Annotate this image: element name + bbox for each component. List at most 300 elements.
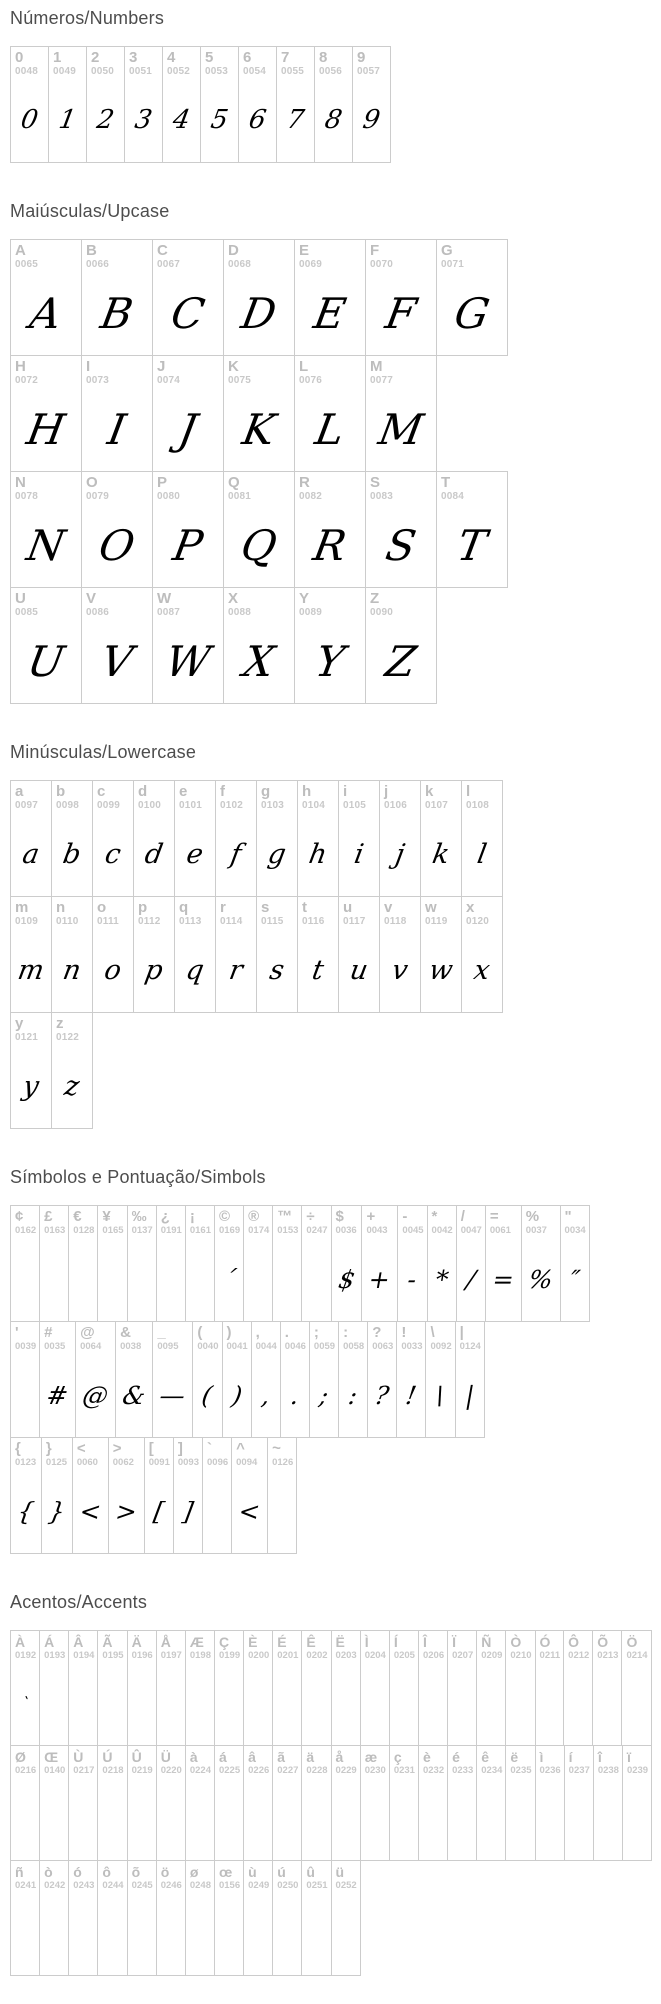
cell-head [302, 1631, 330, 1662]
cell-code: 0112 [138, 916, 161, 927]
cell-code: 0117 [343, 916, 366, 927]
cell-char-label: á [218, 1749, 227, 1765]
cell-glyph: t [309, 954, 327, 986]
cell-code: 0058 [343, 1341, 365, 1352]
cell-code: 0068 [228, 259, 252, 270]
cell-head [125, 47, 162, 78]
cell-char-label: _ [157, 1324, 166, 1341]
cell-code: 0205 [393, 1650, 415, 1661]
cell-head [134, 897, 174, 928]
cell-code: 0098 [56, 800, 80, 811]
cell-code: 0089 [299, 607, 323, 618]
cell-head [257, 897, 297, 928]
cell-glyph: > [113, 1496, 140, 1526]
cell-char-label: j [384, 783, 389, 800]
cell-head [462, 781, 502, 812]
cell-char-label: ; [313, 1324, 319, 1341]
cell-glyph: { [15, 1496, 37, 1526]
cell-glyph: y [20, 1070, 42, 1102]
cell-char-label: Ã [102, 1634, 113, 1650]
cell-code: 0220 [160, 1765, 182, 1776]
cell-char-label: Ê [306, 1634, 316, 1650]
cell-char-label: * [431, 1208, 438, 1225]
cell-code: 0097 [15, 800, 39, 811]
glyph-cell [152, 471, 224, 588]
cell-code: 0048 [15, 66, 39, 77]
cell-code: 0080 [157, 491, 181, 502]
cell-head [11, 1746, 39, 1777]
glyph-cell [314, 46, 353, 163]
cell-code: 0119 [425, 916, 448, 927]
cell-code: 0213 [597, 1650, 619, 1661]
cell-glyph: 4 [170, 105, 193, 135]
cell-glyph: $ [335, 1264, 358, 1294]
cell-head [223, 1322, 251, 1353]
cell-code: 0109 [15, 916, 39, 927]
glyph-cell [75, 1321, 116, 1438]
cell-head [224, 356, 294, 387]
cell-glyph: K [238, 404, 280, 454]
cell-head [462, 897, 502, 928]
glyph-cell [200, 46, 239, 163]
cell-code: 0045 [402, 1225, 424, 1236]
glyph-grid [10, 1630, 661, 1976]
cell-head [82, 356, 152, 387]
cell-code: 0202 [306, 1650, 328, 1661]
glyph-cell [152, 239, 224, 356]
cell-head [506, 1631, 534, 1662]
cell-head [157, 1206, 185, 1237]
glyph-grid [10, 1205, 661, 1554]
cell-char-label: ó [73, 1864, 82, 1880]
cell-char-label: & [120, 1324, 131, 1341]
glyph-row [10, 1437, 297, 1554]
cell-char-label: ÷ [306, 1208, 315, 1225]
cell-char-label: à [189, 1749, 198, 1765]
glyph-cell [379, 780, 421, 897]
cell-head [40, 1861, 68, 1892]
glyph-cell [365, 587, 437, 704]
cell-code: 0118 [384, 916, 407, 927]
glyph-cell [223, 587, 295, 704]
cell-glyph: % [526, 1264, 556, 1294]
cell-head [98, 1631, 126, 1662]
glyph-cell [256, 780, 298, 897]
cell-code: 0212 [568, 1650, 590, 1661]
cell-glyph: b [60, 838, 84, 870]
cell-head [76, 1322, 115, 1353]
cell-char-label: Ö [626, 1634, 638, 1650]
cell-code: 0246 [160, 1880, 182, 1891]
cell-head [153, 1322, 192, 1353]
cell-code: 0243 [73, 1880, 95, 1891]
cell-head [128, 1861, 156, 1892]
cell-head [522, 1206, 560, 1237]
cell-char-label: ` [207, 1440, 212, 1457]
cell-code: 0051 [129, 66, 153, 77]
cell-head [298, 781, 338, 812]
cell-head [98, 1746, 126, 1777]
cell-head [281, 1322, 309, 1353]
cell-head [361, 1631, 389, 1662]
cell-glyph: u [347, 954, 371, 986]
cell-code: 0103 [261, 800, 285, 811]
cell-head [82, 588, 152, 619]
cell-char-label: Ù [73, 1749, 84, 1765]
glyph-row [10, 1630, 652, 1746]
cell-head [594, 1746, 622, 1777]
cell-glyph: R [309, 520, 351, 570]
cell-char-label: < [76, 1440, 86, 1457]
cell-char-label: Õ [597, 1634, 609, 1650]
glyph-cell [10, 46, 49, 163]
cell-glyph: X [239, 636, 279, 686]
cell-code: 0235 [510, 1765, 532, 1776]
cell-code: 0195 [102, 1650, 124, 1661]
cell-glyph: B [97, 288, 137, 338]
cell-char-label: W [157, 590, 172, 607]
cell-char-label: m [15, 899, 29, 916]
cell-glyph: o [102, 954, 124, 986]
cell-head [98, 1206, 126, 1237]
cell-code: 0042 [431, 1225, 453, 1236]
cell-char-label: d [138, 783, 148, 800]
cell-char-label: X [228, 590, 239, 607]
cell-glyph: ´ [220, 1264, 238, 1294]
cell-char-label: B [86, 242, 97, 259]
cell-char-label: ã [277, 1749, 286, 1765]
cell-code: 0071 [441, 259, 465, 270]
cell-head [380, 781, 420, 812]
cell-glyph: 6 [246, 105, 269, 135]
cell-head [73, 1438, 108, 1469]
cell-char-label: Û [131, 1749, 142, 1765]
cell-char-label: ¿ [160, 1208, 170, 1225]
cell-head [273, 1746, 301, 1777]
cell-code: 0054 [243, 66, 267, 77]
cell-glyph: ″ [567, 1264, 582, 1294]
cell-glyph: 8 [322, 105, 345, 135]
glyph-row [10, 1321, 485, 1438]
cell-code: 0241 [15, 1880, 37, 1891]
cell-char-label: " [564, 1208, 572, 1225]
cell-glyph: n [60, 954, 84, 986]
cell-char-label: Æ [189, 1634, 204, 1650]
cell-code: 0107 [425, 800, 449, 811]
glyph-row [10, 780, 503, 897]
cell-char-label: ì [539, 1749, 544, 1765]
glyph-cell [81, 355, 153, 472]
cell-code: 0106 [384, 800, 408, 811]
cell-char-label: Ô [568, 1634, 580, 1650]
cell-char-label: % [525, 1208, 540, 1225]
cell-head [437, 240, 507, 271]
cell-code: 0162 [15, 1225, 37, 1236]
cell-code: 0248 [189, 1880, 211, 1891]
cell-glyph: ! [403, 1380, 419, 1410]
cell-glyph: # [44, 1380, 71, 1410]
cell-head [215, 1206, 243, 1237]
cell-char-label: ( [197, 1324, 203, 1341]
cell-code: 0039 [15, 1341, 37, 1352]
cell-head [622, 1631, 650, 1662]
cell-head [153, 240, 223, 271]
cell-glyph: - [405, 1264, 420, 1294]
cell-code: 0062 [112, 1457, 134, 1468]
cell-char-label: 6 [243, 49, 252, 66]
cell-glyph: e [184, 838, 206, 870]
cell-code: 0137 [131, 1225, 153, 1236]
cell-char-label: I [86, 358, 91, 375]
cell-glyph: @ [80, 1380, 111, 1410]
cell-head [203, 1438, 231, 1469]
cell-glyph: [ [151, 1496, 167, 1526]
cell-code: 0250 [277, 1880, 299, 1891]
glyph-cell [485, 1205, 522, 1322]
cell-glyph: ; [317, 1380, 331, 1410]
cell-head [339, 781, 379, 812]
cell-head [93, 897, 133, 928]
cell-code: 0239 [626, 1765, 649, 1776]
cell-code: 0234 [481, 1765, 503, 1776]
cell-head [380, 897, 420, 928]
cell-char-label: Å [160, 1634, 171, 1650]
glyph-row [10, 1012, 93, 1129]
cell-code: 0226 [248, 1765, 270, 1776]
cell-char-label: u [343, 899, 353, 916]
glyph-cell [331, 1860, 361, 1976]
cell-glyph: 3 [132, 105, 155, 135]
cell-char-label: K [228, 358, 239, 375]
cell-head [186, 1206, 214, 1237]
cell-char-label: ô [102, 1864, 111, 1880]
cell-glyph: + [366, 1264, 393, 1294]
glyph-cell [622, 1745, 652, 1861]
cell-code: 0035 [44, 1341, 66, 1352]
cell-code: 0120 [466, 916, 490, 927]
cell-glyph: J [175, 404, 201, 454]
cell-head [457, 1206, 485, 1237]
cell-char-label: ê [481, 1749, 490, 1765]
glyph-cell [51, 780, 93, 897]
cell-glyph: g [265, 838, 289, 870]
cell-head [11, 1861, 39, 1892]
cell-code: 0196 [131, 1650, 153, 1661]
cell-char-label: ? [372, 1324, 382, 1341]
section-lowercase [10, 742, 661, 1129]
cell-head [11, 781, 51, 812]
cell-code: 0087 [157, 607, 181, 618]
section-title: Números/Numbers [10, 8, 165, 28]
glyph-cell [420, 780, 462, 897]
cell-glyph: } [46, 1496, 68, 1526]
glyph-cell [365, 239, 437, 356]
cell-code: 0230 [364, 1765, 386, 1776]
cell-code: 0191 [160, 1225, 182, 1236]
glyph-cell [338, 780, 380, 897]
glyph-row [10, 1860, 361, 1976]
glyph-cell [81, 587, 153, 704]
cell-code: 0079 [86, 491, 110, 502]
cell-glyph: d [142, 838, 166, 870]
cell-char-label: í [568, 1749, 573, 1765]
cell-head [361, 1746, 389, 1777]
cell-code: 0093 [177, 1457, 199, 1468]
cell-head [366, 588, 436, 619]
cell-head [69, 1746, 97, 1777]
cell-glyph: V [97, 636, 137, 686]
cell-char-label: H [15, 358, 26, 375]
cell-code: 0110 [56, 916, 79, 927]
cell-head [277, 47, 314, 78]
cell-code: 0249 [248, 1880, 270, 1891]
cell-glyph: z [62, 1070, 82, 1102]
glyph-cell [51, 896, 93, 1013]
cell-head [232, 1438, 267, 1469]
cell-head [215, 1861, 243, 1892]
cell-char-label: = [489, 1208, 499, 1225]
cell-code: 0052 [167, 66, 191, 77]
glyph-cell [379, 896, 421, 1013]
cell-glyph: < [77, 1496, 104, 1526]
cell-head [302, 1861, 330, 1892]
cell-char-label: ï [626, 1749, 631, 1765]
cell-head [153, 356, 223, 387]
cell-char-label: â [248, 1749, 256, 1765]
cell-head [11, 356, 81, 387]
cell-char-label: T [441, 474, 451, 491]
cell-code: 0232 [422, 1765, 445, 1776]
cell-head [244, 1746, 272, 1777]
cell-glyph: P [169, 520, 207, 570]
cell-char-label: s [261, 899, 270, 916]
cell-glyph: O [95, 520, 139, 570]
cell-glyph: / [463, 1264, 478, 1294]
glyph-cell [461, 780, 503, 897]
cell-head [295, 588, 365, 619]
cell-glyph: f [228, 838, 244, 870]
cell-code: 0037 [525, 1225, 547, 1236]
cell-char-label: V [86, 590, 97, 607]
cell-char-label: # [44, 1324, 53, 1341]
glyph-cell [10, 355, 82, 472]
cell-code: 0209 [481, 1650, 503, 1661]
glyph-cell [215, 780, 257, 897]
cell-head [273, 1631, 301, 1662]
cell-char-label: t [302, 899, 307, 916]
cell-code: 0153 [277, 1225, 299, 1236]
cell-code: 0225 [218, 1765, 241, 1776]
cell-char-label: D [228, 242, 239, 259]
cell-char-label: 2 [91, 49, 100, 66]
cell-char-label: y [15, 1015, 24, 1032]
cell-code: 0229 [335, 1765, 357, 1776]
cell-code: 0094 [236, 1457, 258, 1468]
cell-char-label: Â [73, 1634, 84, 1650]
glyph-cell [10, 1012, 52, 1129]
cell-head [332, 1631, 360, 1662]
cell-code: 0101 [179, 800, 203, 811]
cell-char-label: ñ [15, 1864, 24, 1880]
cell-char-label: @ [80, 1324, 95, 1341]
glyph-cell [174, 780, 216, 897]
cell-char-label: > [112, 1440, 122, 1457]
glyph-cell [238, 46, 277, 163]
cell-code: 0219 [131, 1765, 153, 1776]
cell-char-label: A [15, 242, 26, 259]
cell-char-label: , [255, 1324, 260, 1341]
cell-char-label: c [97, 783, 106, 800]
cell-glyph: l [474, 838, 490, 870]
cell-head [332, 1861, 360, 1892]
section-uppercase [10, 201, 661, 704]
glyph-cell [297, 780, 339, 897]
cell-char-label: w [425, 899, 437, 916]
cell-char-label: £ [44, 1208, 53, 1225]
cell-head [561, 1206, 589, 1237]
cell-head [186, 1746, 214, 1777]
cell-glyph: 9 [360, 105, 383, 135]
cell-glyph: ( [199, 1380, 215, 1410]
cell-char-label: { [15, 1440, 21, 1457]
cell-glyph: & [120, 1380, 148, 1410]
cell-head [163, 47, 200, 78]
cell-code: 0069 [299, 259, 323, 270]
cell-glyph: r [226, 954, 246, 986]
cell-code: 0060 [76, 1457, 98, 1468]
cell-head [397, 1322, 425, 1353]
cell-head [82, 472, 152, 503]
cell-char-label: Ë [335, 1634, 345, 1650]
cell-code: 0206 [422, 1650, 445, 1661]
cell-glyph: < [236, 1496, 263, 1526]
cell-code: 0099 [97, 800, 121, 811]
glyph-cell [294, 587, 366, 704]
cell-char-label: 5 [205, 49, 214, 66]
cell-char-label: ) [226, 1324, 232, 1341]
cell-head [252, 1322, 280, 1353]
cell-head [93, 781, 133, 812]
cell-char-label: L [299, 358, 309, 375]
cell-head [456, 1322, 484, 1353]
glyph-grid [10, 239, 661, 704]
glyph-cell [81, 239, 153, 356]
cell-char-label: n [56, 899, 66, 916]
cell-code: 0046 [284, 1341, 306, 1352]
cell-char-label: N [15, 474, 26, 491]
glyph-cell [152, 587, 224, 704]
cell-glyph: I [104, 404, 130, 454]
cell-char-label: b [56, 783, 66, 800]
cell-glyph: : [346, 1380, 360, 1410]
cell-head [49, 47, 86, 78]
cell-code: 0233 [452, 1765, 474, 1776]
glyph-row [10, 239, 508, 356]
cell-code: 0224 [189, 1765, 211, 1776]
glyph-cell [338, 896, 380, 1013]
cell-head [40, 1322, 75, 1353]
cell-head [134, 781, 174, 812]
glyph-cell [455, 1321, 485, 1438]
cell-head [42, 1438, 72, 1469]
cell-head [175, 897, 215, 928]
cell-code: 0033 [401, 1341, 423, 1352]
cell-char-label: Ó [539, 1634, 551, 1650]
glyph-row [10, 587, 437, 704]
cell-char-label: O [86, 474, 98, 491]
cell-char-label: Ü [160, 1749, 171, 1765]
cell-char-label: ® [248, 1208, 260, 1225]
